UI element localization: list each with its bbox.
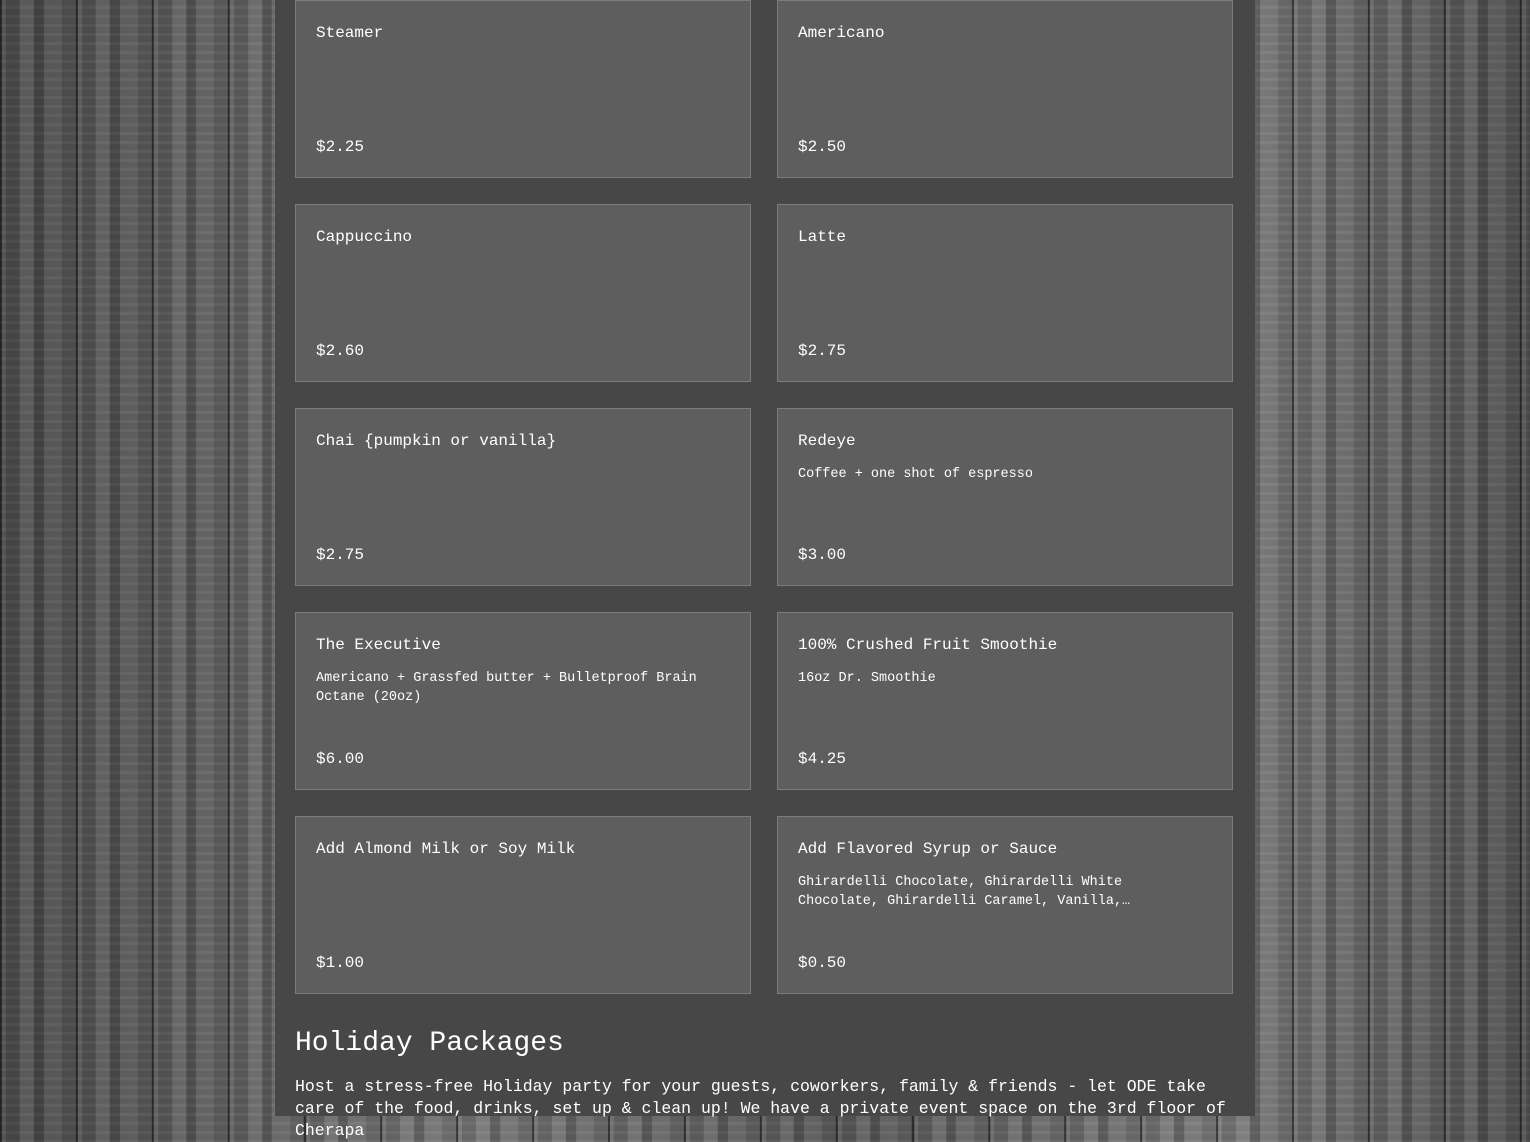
menu-item-card[interactable] — [295, 612, 751, 790]
menu-item-name: 100% Crushed Fruit Smoothie — [798, 636, 1058, 654]
menu-item-price: $2.75 — [316, 546, 365, 564]
menu-item-price: $2.50 — [798, 138, 847, 156]
menu-item-name: Latte — [798, 228, 847, 246]
menu-item-name: Steamer — [316, 24, 384, 42]
menu-item-price: $0.50 — [798, 954, 847, 972]
menu-item-card[interactable] — [295, 204, 751, 382]
menu-item-price: $2.60 — [316, 342, 365, 360]
menu-item-description: Coffee + one shot of espresso — [798, 467, 1033, 482]
menu-item-name: Americano — [798, 24, 885, 42]
menu-item-price: $1.00 — [316, 954, 365, 972]
menu-item-card[interactable] — [295, 816, 751, 994]
menu-item-price: $2.75 — [798, 342, 847, 360]
menu-item-name: Add Almond Milk or Soy Milk — [316, 840, 576, 858]
menu-item-card[interactable] — [295, 0, 751, 178]
menu-item-card[interactable] — [777, 204, 1233, 382]
menu-item-price: $2.25 — [316, 138, 365, 156]
menu-item-name: The Executive — [316, 636, 441, 654]
menu-item-card[interactable] — [777, 612, 1233, 790]
menu-item-card[interactable] — [777, 0, 1233, 178]
holiday-packages-text: Host a stress-free Holiday party for your guests, coworkers, family & friends - let ODE take care of the food, drinks, set up & clean up! We have a private event space on the 3rd floor of Cherapa — [295, 1077, 1226, 1140]
menu-item-card[interactable] — [777, 816, 1233, 994]
menu-item-name: Cappuccino — [316, 228, 413, 246]
menu-item-description: 16oz Dr. Smoothie — [798, 671, 936, 686]
menu-item-name: Chai {pumpkin or vanilla} — [316, 432, 557, 450]
menu-item-description: Americano + Grassfed butter + Bulletproof Brain Octane (20oz) — [316, 671, 697, 705]
menu-item-card[interactable] — [295, 408, 751, 586]
menu-item-card[interactable] — [777, 408, 1233, 586]
menu-item-name: Add Flavored Syrup or Sauce — [798, 840, 1058, 858]
menu-item-name: Redeye — [798, 432, 856, 450]
menu-content — [275, 0, 1255, 1140]
holiday-packages-heading: Holiday Packages — [295, 1028, 564, 1059]
menu-item-price: $3.00 — [798, 546, 847, 564]
menu-item-price: $6.00 — [316, 750, 365, 768]
menu-item-price: $4.25 — [798, 750, 847, 768]
menu-item-description: Ghirardelli Chocolate, Ghirardelli White Chocolate, Ghirardelli Caramel, Vanilla,… — [798, 875, 1131, 909]
